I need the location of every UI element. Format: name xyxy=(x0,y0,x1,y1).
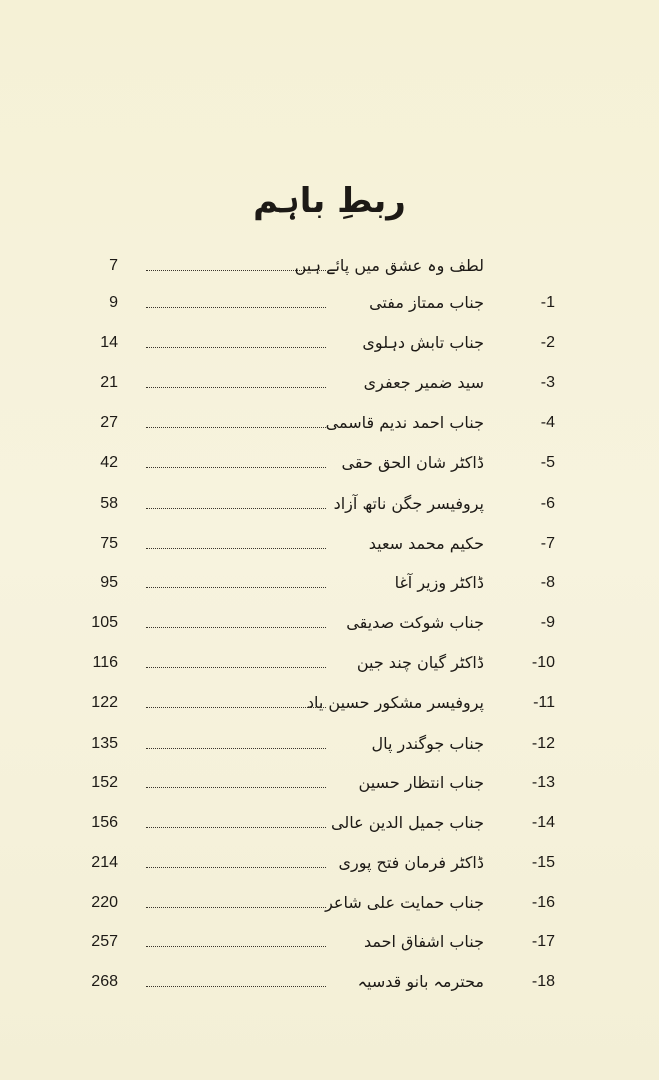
entry-number: -12 xyxy=(531,735,555,752)
toc-row xyxy=(0,648,659,678)
entry-title: ڈاکٹر فرمان فتح پوری xyxy=(338,853,484,872)
entry-title: سید ضمیر جعفری xyxy=(363,373,484,392)
page-number: 42 xyxy=(100,454,118,471)
page-number: 152 xyxy=(91,774,118,791)
entry-number: -5 xyxy=(540,454,555,471)
dot-leader xyxy=(146,508,326,509)
dot-leader xyxy=(146,827,326,828)
entry-number: -13 xyxy=(531,774,555,791)
page-number: 7 xyxy=(109,257,118,274)
entry-number: -1 xyxy=(540,294,555,311)
toc-row xyxy=(0,368,659,398)
toc-row xyxy=(0,688,659,718)
page-number: 105 xyxy=(91,614,118,631)
page-number: 9 xyxy=(109,294,118,311)
entry-number: -10 xyxy=(531,654,555,671)
dot-leader xyxy=(146,986,326,987)
page-number: 156 xyxy=(91,814,118,831)
page-number: 95 xyxy=(100,574,118,591)
dot-leader xyxy=(146,427,326,428)
toc-row xyxy=(0,489,659,519)
page-number: 14 xyxy=(100,334,118,351)
page-number: 27 xyxy=(100,414,118,431)
entry-title: جناب اشفاق احمد xyxy=(363,932,484,951)
entry-number: -17 xyxy=(531,933,555,950)
entry-number: -3 xyxy=(540,374,555,391)
toc-row xyxy=(0,251,659,281)
page-number: 122 xyxy=(91,694,118,711)
entry-number: -18 xyxy=(531,973,555,990)
entry-number: -11 xyxy=(533,694,555,711)
entry-title: جناب احمد ندیم قاسمی xyxy=(325,413,484,432)
page-title: ربطِ باہم xyxy=(253,181,406,221)
dot-leader xyxy=(146,307,326,308)
dot-leader xyxy=(146,787,326,788)
page-number: 257 xyxy=(91,933,118,950)
entry-title: جناب تابش دہلوی xyxy=(362,333,484,352)
toc-row xyxy=(0,408,659,438)
entry-title: ڈاکٹر گیان چند جین xyxy=(356,653,484,672)
entry-title: جناب شوکت صدیقی xyxy=(346,613,484,632)
entry-title: لطف وہ عشق میں پائے ہیں xyxy=(294,256,484,275)
entry-number: -8 xyxy=(540,574,555,591)
entry-number: -14 xyxy=(531,814,555,831)
dot-leader xyxy=(146,946,326,947)
toc-row xyxy=(0,328,659,358)
toc-row xyxy=(0,288,659,318)
entry-number: -6 xyxy=(540,495,555,512)
entry-title: ڈاکٹر وزیر آغا xyxy=(394,573,484,592)
entry-title: جناب جوگندر پال xyxy=(371,734,484,753)
toc-row xyxy=(0,568,659,598)
entry-number: -16 xyxy=(531,894,555,911)
dot-leader xyxy=(146,387,326,388)
toc-row xyxy=(0,888,659,918)
page-number: 220 xyxy=(91,894,118,911)
dot-leader xyxy=(146,667,326,668)
toc-row xyxy=(0,967,659,997)
entry-title: جناب حمایت علی شاعر xyxy=(325,893,484,912)
entry-title: پروفیسر مشکور حسین یاد xyxy=(306,693,484,712)
dot-leader xyxy=(146,347,326,348)
entry-title: پروفیسر جگن ناتھ آزاد xyxy=(333,494,484,513)
dot-leader xyxy=(146,748,326,749)
page-number: 116 xyxy=(92,654,118,671)
toc-row xyxy=(0,808,659,838)
toc-row xyxy=(0,448,659,478)
toc-row xyxy=(0,768,659,798)
dot-leader xyxy=(146,587,326,588)
page-number: 58 xyxy=(100,495,118,512)
page-number: 214 xyxy=(91,854,118,871)
entry-number: -9 xyxy=(540,614,555,631)
entry-title: جناب انتظار حسین xyxy=(358,773,484,792)
dot-leader xyxy=(146,707,326,708)
entry-title: جناب ممتاز مفتی xyxy=(369,293,484,312)
entry-title: محترمہ بانو قدسیہ xyxy=(357,972,484,991)
dot-leader xyxy=(146,907,326,908)
toc-row xyxy=(0,608,659,638)
entry-number: -2 xyxy=(540,334,555,351)
dot-leader xyxy=(146,467,326,468)
entry-number: -4 xyxy=(540,414,555,431)
entry-title: حکیم محمد سعید xyxy=(368,534,484,553)
entry-number: -7 xyxy=(540,535,555,552)
entry-number: -15 xyxy=(531,854,555,871)
entry-title: ڈاکٹر شان الحق حقی xyxy=(341,453,484,472)
entry-title: جناب جمیل الدین عالی xyxy=(331,813,484,832)
toc-row xyxy=(0,848,659,878)
dot-leader xyxy=(146,270,326,271)
toc-row xyxy=(0,729,659,759)
page-number: 268 xyxy=(91,973,118,990)
dot-leader xyxy=(146,627,326,628)
page-number: 21 xyxy=(100,374,118,391)
dot-leader xyxy=(146,548,326,549)
toc-row xyxy=(0,529,659,559)
page-number: 75 xyxy=(100,535,118,552)
dot-leader xyxy=(146,867,326,868)
toc-row xyxy=(0,927,659,957)
page-number: 135 xyxy=(91,735,118,752)
